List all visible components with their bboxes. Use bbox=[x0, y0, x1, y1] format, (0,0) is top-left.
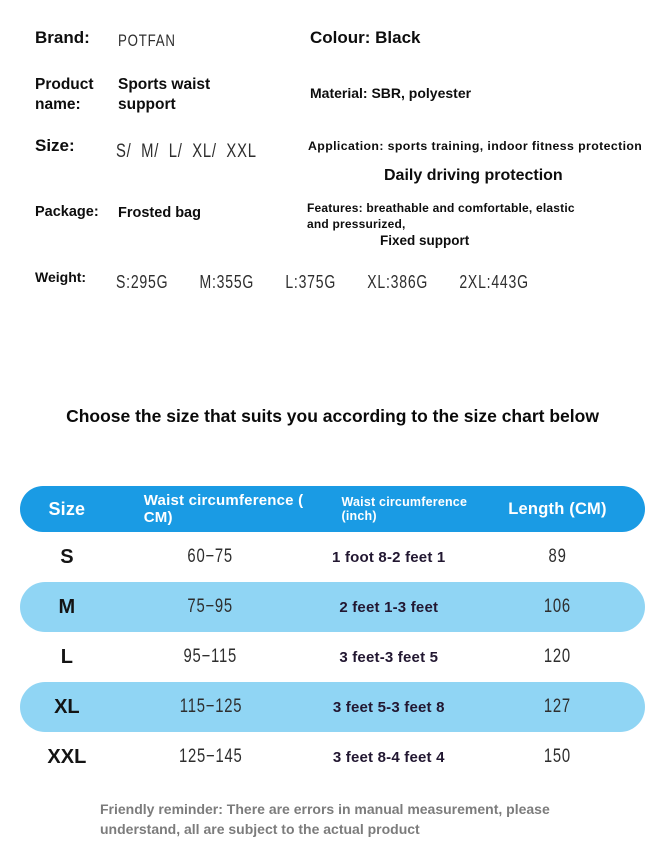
cell-length: 127 bbox=[543, 696, 572, 717]
size-label: Size: bbox=[35, 136, 75, 155]
cell-size: XXL bbox=[47, 745, 87, 768]
cell-waist-inch: 3 feet-3 feet 5 bbox=[339, 648, 439, 666]
table-row-m bbox=[20, 582, 645, 632]
size-chart-heading: Choose the size that suits you according to the size chart below bbox=[66, 406, 599, 426]
application-line1: Application: sports training, indoor fitness protection bbox=[308, 139, 643, 153]
cell-size: XL bbox=[54, 695, 80, 718]
cell-length: 106 bbox=[543, 596, 572, 617]
brand-value: POTFAN bbox=[118, 31, 176, 50]
application-line2: Daily driving protection bbox=[384, 167, 563, 184]
colour-value: Colour: Black bbox=[310, 28, 421, 47]
cell-waist-cm: 95−115 bbox=[183, 646, 238, 667]
table-header-row bbox=[20, 486, 645, 532]
cell-waist-inch: 2 feet 1-3 feet bbox=[339, 598, 439, 616]
brand-label: Brand: bbox=[35, 28, 90, 47]
column-header-size: Size bbox=[48, 498, 86, 519]
size-chart-table bbox=[20, 486, 645, 782]
cell-length: 89 bbox=[548, 546, 567, 567]
column-header-waist-inch: Waist circumference (inch) bbox=[341, 494, 468, 523]
table-row-xxl bbox=[20, 732, 645, 782]
cell-size: L bbox=[60, 645, 73, 668]
features-line2: Fixed support bbox=[380, 233, 470, 248]
cell-waist-inch: 3 feet 5-3 feet 8 bbox=[332, 698, 445, 716]
friendly-reminder: Friendly reminder: There are errors in manual measurement, please understand, all are subject to the actual product bbox=[100, 801, 550, 837]
cell-waist-inch: 1 foot 8-2 feet 1 bbox=[332, 548, 446, 566]
table-row-s bbox=[20, 532, 645, 582]
material-value: Material: SBR, polyester bbox=[310, 85, 472, 101]
cell-waist-cm: 60−75 bbox=[187, 546, 234, 567]
cell-waist-inch: 3 feet 8-4 feet 4 bbox=[332, 748, 445, 766]
weight-label: Weight: bbox=[35, 269, 87, 285]
features-line1: Features: breathable and comfortable, elastic and pressurized, bbox=[307, 201, 575, 232]
package-label: Package: bbox=[35, 204, 99, 220]
cell-waist-cm: 75−95 bbox=[187, 596, 234, 617]
package-value: Frosted bag bbox=[118, 205, 201, 221]
cell-size: S bbox=[60, 545, 74, 568]
cell-size: M bbox=[58, 595, 76, 618]
cell-length: 120 bbox=[543, 646, 572, 667]
product-name-value: Sports waist support bbox=[118, 76, 211, 114]
cell-waist-cm: 125−145 bbox=[178, 746, 243, 767]
table-row-l bbox=[20, 632, 645, 682]
weight-value: S:295G M:355G L:375G XL:386G 2XL:443G bbox=[116, 272, 529, 292]
column-header-length: Length (CM) bbox=[508, 499, 607, 518]
cell-waist-cm: 115−125 bbox=[179, 696, 242, 717]
table-row-xl bbox=[20, 682, 645, 732]
size-value: S/ M/ L/ XL/ XXL bbox=[116, 141, 257, 162]
product-name-label: Product name: bbox=[35, 76, 94, 114]
cell-length: 150 bbox=[543, 746, 572, 767]
column-header-waist-cm: Waist circumference ( CM) bbox=[143, 491, 304, 526]
